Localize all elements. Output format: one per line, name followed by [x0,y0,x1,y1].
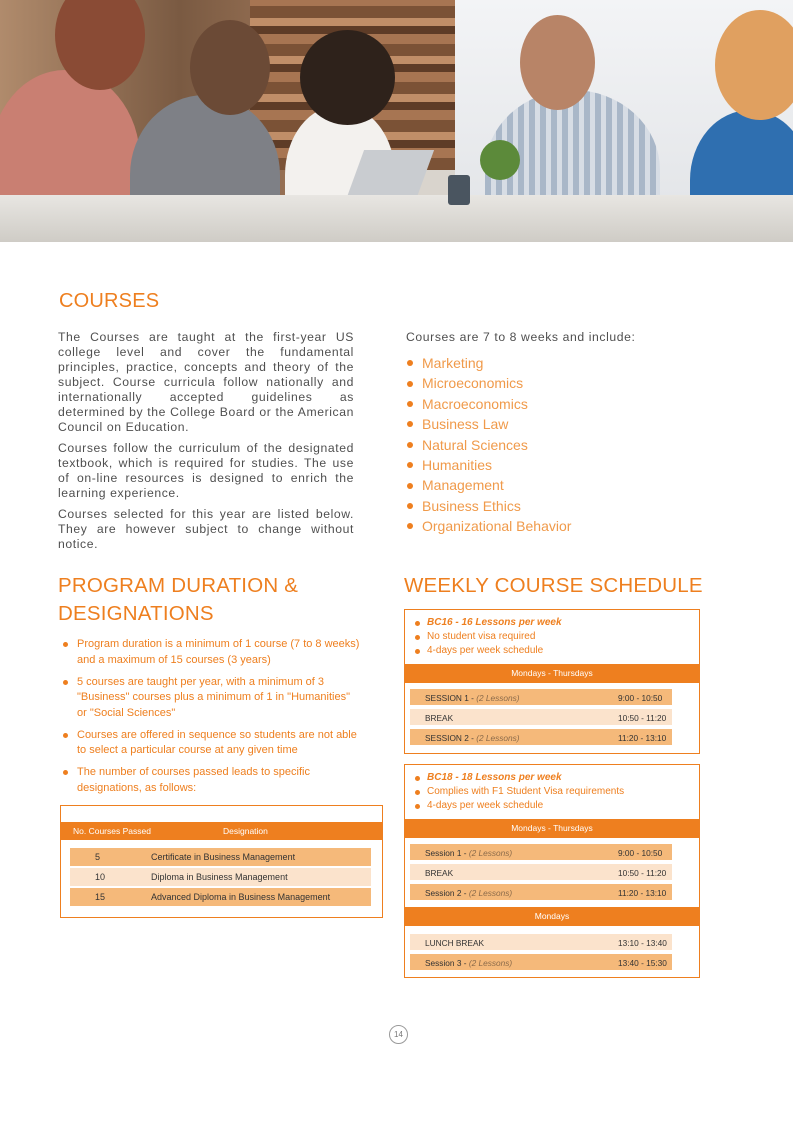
bullet-icon [63,733,68,738]
session-time: 11:20 - 13:10 [618,733,667,743]
courses-passed-value: 10 [95,872,106,882]
bc18-days-band: Mondays - Thursdays [404,819,700,838]
bullet-icon [415,804,420,809]
bc18-monday-band: Mondays [404,907,700,926]
list-item [407,475,571,495]
session-label: SESSION 1 - [425,693,477,703]
photo-person-head [190,20,270,115]
program-bullet-text: Program duration is a minimum of 1 course (7 to 8 weeks) and a maximum of 15 courses (3 years) [77,638,360,666]
session-note: (2 Lessons) [476,733,520,743]
bc16-bullet [415,630,535,644]
schedule-session [425,868,453,878]
courses-intro: Courses are 7 to 8 weeks and include: [406,330,636,344]
course-list [407,353,571,537]
photo-pen-cup [448,175,470,205]
session-label: LUNCH BREAK [425,938,485,948]
course-name: Business Law [422,416,509,433]
photo-person-head [520,15,595,110]
schedule-session [425,888,512,898]
course-name: Natural Sciences [422,436,528,453]
program-list [62,637,362,803]
schedule-session [425,733,520,743]
session-note: (2 Lessons) [468,848,513,858]
schedule-row [410,729,672,745]
list-item [62,765,362,796]
bc16-name: BC16 - 16 Lessons per week [427,617,562,628]
bc18-title [415,771,562,785]
courses-paragraph: Courses follow the curriculum of the designated textbook, which is required for studies. The use of on-line resources is designed to enrich the learning experience. [58,441,354,500]
bullet-icon [63,642,68,647]
schedule-row [410,709,672,725]
program-bullet-text: 5 courses are taught per year, with a minimum of 3 "Business" courses plus a minimum of 1 in "Humanities" or "Social Sciences" [77,675,351,719]
session-note: (2 Lessons) [468,888,513,898]
bc16-bullet-text: 4-days per week schedule [427,645,544,656]
session-label: Session 1 - [425,848,469,858]
bullet-icon [63,770,68,775]
session-time: 10:50 - 11:20 [618,713,667,723]
bullet-icon [415,635,420,640]
session-label: SESSION 2 - [425,733,477,743]
session-note: (2 Lessons) [468,958,513,968]
program-bullet-text: Courses are offered in sequence so students are not able to select a particular course at any given time [77,728,357,756]
list-item [407,455,571,475]
course-name: Management [422,477,504,494]
schedule-row [410,689,672,705]
photo-plant [480,140,520,180]
list-item [62,675,362,722]
header-courses-passed: No. Courses Passed [73,826,151,836]
session-time: 13:40 - 15:30 [618,958,667,968]
list-item [407,516,571,536]
bullet-icon [415,776,420,781]
bc16-bullet-text: No student visa required [427,631,536,642]
schedule-title: WEEKLY COURSE SCHEDULE [404,574,703,597]
course-name: Humanities [422,457,493,474]
course-name: Business Ethics [422,497,521,514]
schedule-row [410,954,672,970]
bc16-bullet [415,644,543,658]
course-name: Organizational Behavior [422,518,572,535]
bc18-bullet [415,785,624,799]
table-row [70,888,371,906]
session-time: 9:00 - 10:50 [618,693,663,703]
schedule-row [410,864,672,880]
schedule-session [425,848,512,858]
bullet-icon [415,649,420,654]
program-title-line: PROGRAM DURATION & [58,574,299,597]
page-number: 14 [389,1025,408,1044]
course-name: Marketing [422,355,484,371]
courses-passed-value: 15 [95,892,106,902]
bc18-bullet [415,799,543,813]
list-item [407,414,571,434]
list-item [62,637,362,668]
session-label: BREAK [425,868,454,878]
bullet-icon [407,523,413,529]
session-label: Session 2 - [425,888,469,898]
designation-value: Advanced Diploma in Business Management [151,892,331,902]
bullet-icon [407,401,413,407]
course-name: Microeconomics [422,375,524,392]
designation-value: Diploma in Business Management [151,872,288,882]
program-title [58,572,298,628]
schedule-row [410,844,672,860]
session-time: 11:20 - 13:10 [618,888,667,898]
program-bullet-text: The number of courses passed leads to specific designations, as follows: [77,766,310,794]
designations-header [60,822,383,840]
courses-paragraph: Courses selected for this year are listed below. They are however subject to change without notice. [58,507,354,551]
schedule-session [425,958,512,968]
courses-description [58,330,354,558]
bc16-title [415,616,562,630]
courses-title: COURSES [59,290,160,312]
courses-paragraph: The Courses are taught at the first-year US college level and cover the fundamental principles, practice, concepts and theory of the subject. Course curricula follow nationally and internationally accepted guidelines as determined by the College Board or the American Council on Education. [58,330,354,434]
schedule-session [425,693,520,703]
designation-value: Certificate in Business Management [151,852,296,862]
bullet-icon [407,483,413,489]
list-item [407,435,571,455]
session-label: BREAK [425,713,454,723]
bullet-icon [415,790,420,795]
session-time: 13:10 - 13:40 [618,938,667,948]
bullet-icon [407,442,413,448]
table-row [70,848,371,866]
bullet-icon [63,680,68,685]
table-row [70,868,371,886]
bc18-bullet-text: Complies with F1 Student Visa requirements [427,786,625,797]
course-name: Macroeconomics [422,395,528,412]
session-note: (2 Lessons) [476,693,520,703]
bullet-icon [407,381,413,387]
session-label: Session 3 - [425,958,469,968]
program-title-line: DESIGNATIONS [58,602,214,625]
list-item [407,496,571,516]
list-item [62,728,362,759]
session-time: 9:00 - 10:50 [618,848,663,858]
schedule-session [425,713,453,723]
bullet-icon [407,421,413,427]
photo-table [0,195,793,242]
bullet-icon [407,360,413,366]
schedule-row [410,934,672,950]
schedule-row [410,884,672,900]
list-item [407,353,571,373]
session-time: 10:50 - 11:20 [618,868,667,878]
header-designation: Designation [223,826,268,836]
hero-photo [0,0,793,242]
bc18-bullet-text: 4-days per week schedule [427,800,544,811]
photo-person-head [300,30,395,125]
courses-passed-value: 5 [95,852,101,862]
list-item [407,394,571,414]
bullet-icon [415,621,420,626]
bullet-icon [407,462,413,468]
bc16-days-band: Mondays - Thursdays [404,664,700,683]
schedule-session [425,938,484,948]
bullet-icon [407,503,413,509]
bc18-name: BC18 - 18 Lessons per week [427,772,562,783]
list-item [407,373,571,393]
